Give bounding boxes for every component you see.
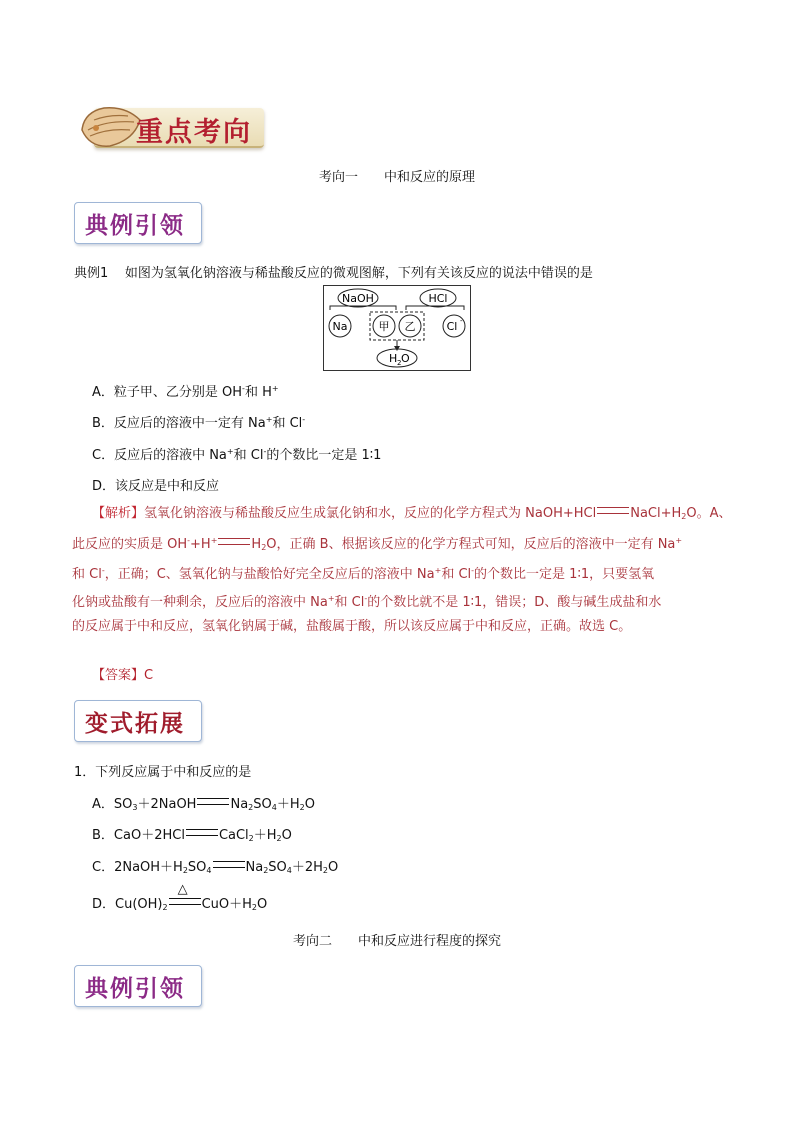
opt-c-post: 的个数比一定是 1∶1 — [266, 448, 382, 463]
q1-c-1: C．2NaOH＋H — [92, 860, 183, 875]
example-1-option-b — [92, 412, 305, 431]
q1-c-3: Na — [245, 860, 264, 875]
q1-d-3: O — [257, 897, 268, 912]
equation-sign — [597, 507, 629, 514]
diagram-cl-charge: - — [460, 317, 463, 325]
analysis-line-5: 的反应属于中和反应，氢氧化钠属于碱，盐酸属于酸，所以该反应属于中和反应，正确。故选 C。 — [72, 618, 632, 634]
opt-a-mid: 和 H — [244, 385, 272, 400]
diagram-na: Na — [332, 320, 348, 333]
opt-a-text: A．粒子甲、乙分别是 OH — [92, 385, 243, 400]
opt-b-mid: 和 Cl — [272, 416, 303, 431]
banner-title: 重点考向 — [136, 117, 252, 148]
q1-c-sub2: 4 — [206, 866, 212, 875]
opt-b-text: B．反应后的溶液中一定有 Na — [92, 416, 266, 431]
example-1-stem: 如图为氢氧化钠溶液与稀盐酸反应的微观图解，下列有关该反应的说法中错误的是 — [124, 266, 593, 281]
question-1-option-b — [92, 824, 292, 843]
question-1-option-a — [92, 793, 315, 812]
equation-sign — [213, 861, 245, 868]
q1-c-sub3: 2 — [263, 866, 269, 875]
section-box-1 — [74, 202, 202, 244]
section-banner — [76, 100, 264, 150]
opt-c-mid: 和 Cl — [233, 448, 264, 463]
q1-b-3: ＋H — [253, 828, 277, 843]
analysis-l2d: O，正确 B、根据该反应的化学方程式可知，反应后的溶液中一定有 Na — [266, 536, 676, 552]
q1-a-5: ＋H — [276, 797, 300, 812]
q1-a-sub1: 3 — [132, 803, 138, 812]
opt-a-sup2: + — [271, 384, 279, 393]
diagram-jia: 甲 — [378, 320, 390, 333]
q1-d-sub2: 2 — [251, 903, 257, 912]
diagram-hcl: HCl — [428, 292, 448, 305]
diagram-naoh: NaOH — [342, 292, 374, 305]
q1-a-6: O — [304, 797, 315, 812]
opt-b-sup1: + — [265, 415, 273, 424]
q1-a-1: A．SO — [92, 797, 133, 812]
answer-value: C — [144, 668, 154, 683]
q1-d-2: CuO＋H — [201, 897, 252, 912]
analysis-l3a: 和 Cl — [72, 567, 102, 583]
analysis-line-3: 和 Cl-，正确；C、氢氧化钠与盐酸恰好完全反应后的溶液中 Na+和 Cl-的个数比一定是 1∶1，只要氢氧 — [72, 566, 655, 583]
section-label-1: 典例引领 — [85, 212, 185, 239]
analysis-l2c: H — [251, 536, 262, 552]
equation-sign — [186, 829, 218, 836]
heating-equation-sign — [169, 882, 201, 905]
opt-c-text: C．反应后的溶液中 Na — [92, 448, 227, 463]
analysis-line-2: 此反应的实质是 OH-+H+ $H_2O$，正确 B、根据该反应的化学方程式可知，反应后的溶液中一定有 Na+ — [72, 535, 683, 552]
equation-sign — [218, 538, 250, 545]
q1-a-sub4: 2 — [299, 803, 305, 812]
analysis-l2b: +H — [190, 536, 211, 552]
opt-c-sup2: - — [263, 447, 267, 456]
kaoxiang-2-label: 考向二 — [292, 934, 332, 949]
opt-b-sup2: - — [302, 415, 306, 424]
q1-c-6: O — [328, 860, 339, 875]
diagram-h2o-h: H — [389, 352, 398, 365]
kaoxiang-2-heading — [0, 930, 794, 949]
q1-b-sub1: 2 — [248, 834, 254, 843]
q1-a-2: ＋2NaOH — [137, 797, 197, 812]
q1-c-sub1: 2 — [182, 866, 188, 875]
q1-b-4: O — [281, 828, 292, 843]
q1-b-sub2: 2 — [276, 834, 282, 843]
analysis-block — [72, 502, 732, 639]
question-1-stem: 1．下列反应属于中和反应的是 — [74, 765, 252, 780]
analysis-l2a: 此反应的实质是 OH — [72, 536, 188, 552]
analysis-l1c: O。A、 — [686, 506, 732, 521]
analysis-l4a: 化钠或盐酸有一种剩余，反应后的溶液中 Na — [72, 595, 328, 611]
diagram-cl: Cl — [446, 320, 458, 333]
q1-d-sub1: 2 — [162, 903, 168, 912]
q1-c-2: SO — [187, 860, 207, 875]
section-box-2 — [74, 700, 202, 742]
diagram-h2o-sub: 2 — [397, 359, 402, 367]
question-1-option-c — [92, 856, 338, 875]
analysis-l1b: NaCl+H — [630, 506, 682, 521]
q1-b-1: B．CaO＋2HCl — [92, 828, 185, 843]
q1-c-sub4: 4 — [286, 866, 292, 875]
analysis-line-4: 化钠或盐酸有一种剩余，反应后的溶液中 Na+和 Cl-的个数比就不是 1∶1，错误；D、酸与碱生成盐和水 — [72, 594, 662, 611]
q1-a-4: SO — [253, 797, 272, 812]
delta-icon: △ — [177, 882, 188, 897]
opt-a-sup1: - — [242, 384, 245, 393]
diagram-yi: 乙 — [404, 320, 416, 333]
q1-c-4: SO — [268, 860, 287, 875]
question-1-option-d — [92, 882, 268, 912]
equation-sign — [197, 798, 229, 805]
kaoxiang-2-title: 中和反应进行程度的探究 — [358, 934, 502, 949]
example-1-question — [74, 262, 593, 281]
answer-line — [92, 664, 153, 683]
analysis-l3b: ，正确；C、氢氧化钠与盐酸恰好完全反应后的溶液中 Na — [104, 567, 435, 583]
q1-b-2: CaCl — [218, 828, 249, 843]
section-label-3: 典例引领 — [85, 975, 185, 1002]
q1-a-sub3: 4 — [271, 803, 277, 812]
analysis-line-1: 【解析】氢氧化钠溶液与稀盐酸反应生成氯化钠和水，反应的化学方程式为 NaOH+HCl $NaCl+H_2O$。A、 — [92, 506, 732, 521]
analysis-l3d: 的个数比一定是 1∶1，只要氢氧 — [474, 567, 655, 583]
q1-c-sub5: 2 — [322, 866, 329, 875]
example-1-option-a — [92, 381, 279, 400]
example-1-option-d: D．该反应是中和反应 — [92, 479, 220, 494]
analysis-l4b: 和 Cl — [334, 595, 365, 611]
analysis-l3c: 和 Cl — [441, 567, 472, 583]
kaoxiang-1-label: 考向一 — [318, 170, 358, 185]
reaction-diagram — [323, 285, 471, 371]
section-box-3 — [74, 965, 202, 1007]
analysis-tag: 【解析】 — [92, 506, 145, 521]
analysis-l4c: 的个数比就不是 1∶1，错误；D、酸与碱生成盐和水 — [367, 595, 662, 611]
diagram-h2o-o: O — [401, 352, 410, 365]
reaction-diagram-svg — [324, 286, 470, 370]
example-1-prefix: 典例1 — [74, 266, 109, 281]
q1-a-sub2: 2 — [248, 803, 254, 812]
analysis-l1a: 氢氧化钠溶液与稀盐酸反应生成氯化钠和水，反应的化学方程式为 NaOH+HCl — [144, 506, 597, 521]
q1-c-5: ＋2H — [291, 860, 323, 875]
example-1-option-c — [92, 444, 381, 463]
q1-d-1: D．Cu(OH) — [92, 897, 163, 912]
section-label-2: 变式拓展 — [85, 710, 185, 737]
answer-tag: 【答案】 — [92, 668, 145, 683]
kaoxiang-1-heading — [0, 166, 794, 185]
kaoxiang-1-title: 中和反应的原理 — [384, 170, 476, 185]
opt-c-sup1: + — [226, 447, 234, 456]
q1-a-3: Na — [230, 797, 249, 812]
